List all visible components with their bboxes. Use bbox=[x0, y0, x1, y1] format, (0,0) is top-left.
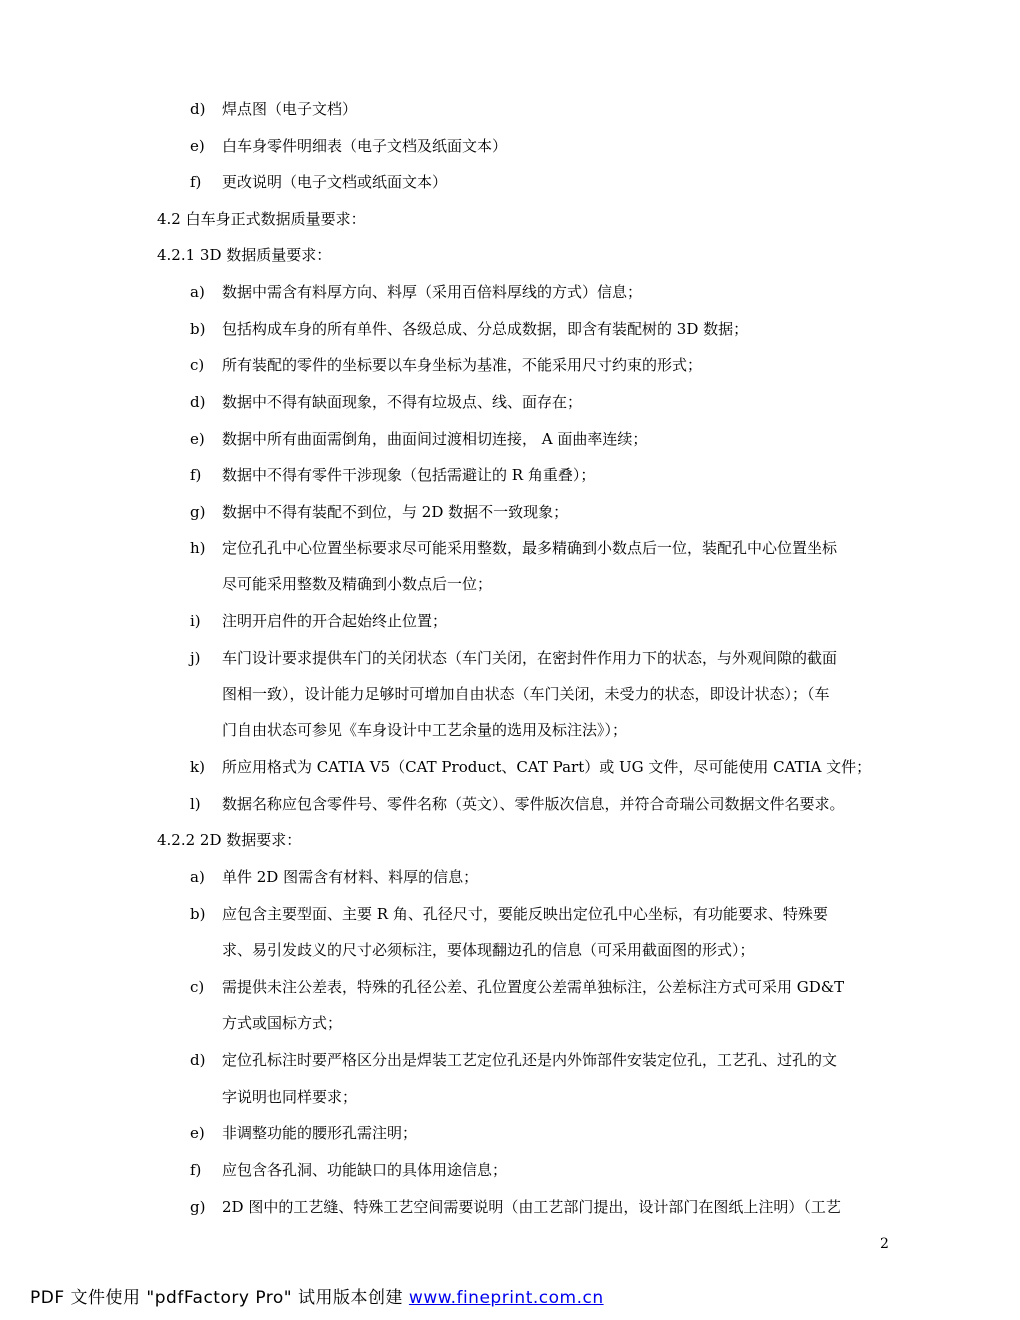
list-item-text: 尽可能采用整数及精确到小数点后一位； bbox=[222, 575, 493, 593]
list-item-text: 数据名称应包含零件号、零件名称（英文）、零件版次信息，并符合奇瑞公司数据文件名要求。 bbox=[222, 795, 845, 813]
list-item-text: 包括构成车身的所有单件、各级总成、分总成数据，即含有装配树的 3D 数据； bbox=[222, 320, 749, 338]
list-marker: i) bbox=[190, 612, 201, 630]
list-item-text: 定位孔孔中心位置坐标要求尽可能采用整数，最多精确到小数点后一位，装配孔中心位置坐标 bbox=[222, 539, 838, 557]
list-item-text: 数据中需含有料厚方向、料厚（采用百倍料厚线的方式）信息； bbox=[222, 283, 643, 301]
footer-link[interactable]: www.fineprint.com.cn bbox=[408, 1288, 604, 1308]
list-marker: b) bbox=[190, 320, 206, 338]
list-item-text: 焊点图（电子文档） bbox=[222, 100, 358, 118]
list-marker: g) bbox=[190, 503, 206, 521]
list-item-text: 数据中不得有缺面现象，不得有垃圾点、线、面存在； bbox=[222, 393, 583, 411]
list-marker: a) bbox=[190, 283, 205, 301]
list-item-text: 方式或国标方式； bbox=[222, 1014, 343, 1032]
list-item-text: 数据中不得有装配不到位，与 2D 数据不一致现象； bbox=[222, 503, 569, 521]
list-item-text: 需提供未注公差表，特殊的孔径公差、孔位置度公差需单独标注，公差标注方式可采用 GD&T bbox=[222, 978, 845, 996]
list-marker: f) bbox=[190, 1161, 202, 1179]
list-item-text: 求、易引发歧义的尺寸必须标注，要体现翻边孔的信息（可采用截面图的形式）； bbox=[222, 941, 755, 959]
list-item-text: 数据中不得有零件干涉现象（包括需避让的 R 角重叠）； bbox=[222, 466, 596, 484]
list-marker: h) bbox=[190, 539, 206, 557]
list-item-text: 更改说明（电子文档或纸面文本） bbox=[222, 173, 448, 191]
list-item-text: 门自由状态可参见《车身设计中工艺余量的选用及标注法》）； bbox=[222, 721, 628, 739]
list-item-text: 非调整功能的腰形孔需注明； bbox=[222, 1124, 418, 1142]
list-marker: c) bbox=[190, 356, 205, 374]
page-number: 2 bbox=[880, 1236, 889, 1252]
list-marker: e) bbox=[190, 137, 205, 155]
list-item-text: 应包含主要型面、主要 R 角、孔径尺寸，要能反映出定位孔中心坐标，有功能要求、特殊要 bbox=[222, 905, 828, 923]
pdf-footer bbox=[30, 1283, 604, 1308]
list-marker: a) bbox=[190, 868, 205, 886]
list-marker: f) bbox=[190, 466, 202, 484]
list-marker: d) bbox=[190, 393, 206, 411]
list-marker: e) bbox=[190, 430, 205, 448]
list-item-text: 定位孔标注时要严格区分出是焊装工艺定位孔还是内外饰部件安装定位孔，工艺孔、过孔的文 bbox=[222, 1051, 838, 1069]
heading-text: 4.2.2 2D 数据要求： bbox=[157, 831, 302, 849]
list-item-text: 2D 图中的工艺缝、特殊工艺空间需要说明（由工艺部门提出，设计部门在图纸上注明）（工艺 bbox=[222, 1198, 841, 1216]
list-item-text: 应包含各孔洞、功能缺口的具体用途信息； bbox=[222, 1161, 508, 1179]
heading-text: 4.2 白车身正式数据质量要求： bbox=[157, 210, 366, 228]
list-item-text: 所应用格式为 CATIA V5（CAT Product、CAT Part）或 UG 文件，尽可能使用 CATIA 文件； bbox=[222, 758, 872, 776]
list-item-text: 图相一致），设计能力足够时可增加自由状态（车门关闭，未受力的状态，即设计状态）；（车 bbox=[222, 685, 830, 703]
list-marker: k) bbox=[190, 758, 205, 776]
footer-text: PDF 文件使用 "pdfFactory Pro" 试用版本创建 bbox=[30, 1288, 409, 1308]
list-item-text: 白车身零件明细表（电子文档及纸面文本） bbox=[222, 137, 508, 155]
list-item-text: 字说明也同样要求； bbox=[222, 1088, 358, 1106]
list-marker: c) bbox=[190, 978, 205, 996]
list-marker: b) bbox=[190, 905, 206, 923]
list-item-text: 注明开启件的开合起始终止位置； bbox=[222, 612, 448, 630]
list-marker: g) bbox=[190, 1198, 206, 1216]
list-item-text: 单件 2D 图需含有材料、料厚的信息； bbox=[222, 868, 479, 886]
list-item-text: 所有装配的零件的坐标要以车身坐标为基准，不能采用尺寸约束的形式； bbox=[222, 356, 703, 374]
list-marker: e) bbox=[190, 1124, 205, 1142]
list-marker: d) bbox=[190, 100, 206, 118]
list-marker: l) bbox=[190, 795, 201, 813]
heading-text: 4.2.1 3D 数据质量要求： bbox=[157, 246, 332, 264]
list-marker: f) bbox=[190, 173, 202, 191]
list-marker: j) bbox=[190, 649, 201, 667]
list-item-text: 数据中所有曲面需倒角，曲面间过渡相切连接， A 面曲率连续； bbox=[222, 430, 648, 448]
list-marker: d) bbox=[190, 1051, 206, 1069]
list-item-text: 车门设计要求提供车门的关闭状态（车门关闭，在密封件作用力下的状态，与外观间隙的截面 bbox=[222, 649, 838, 667]
